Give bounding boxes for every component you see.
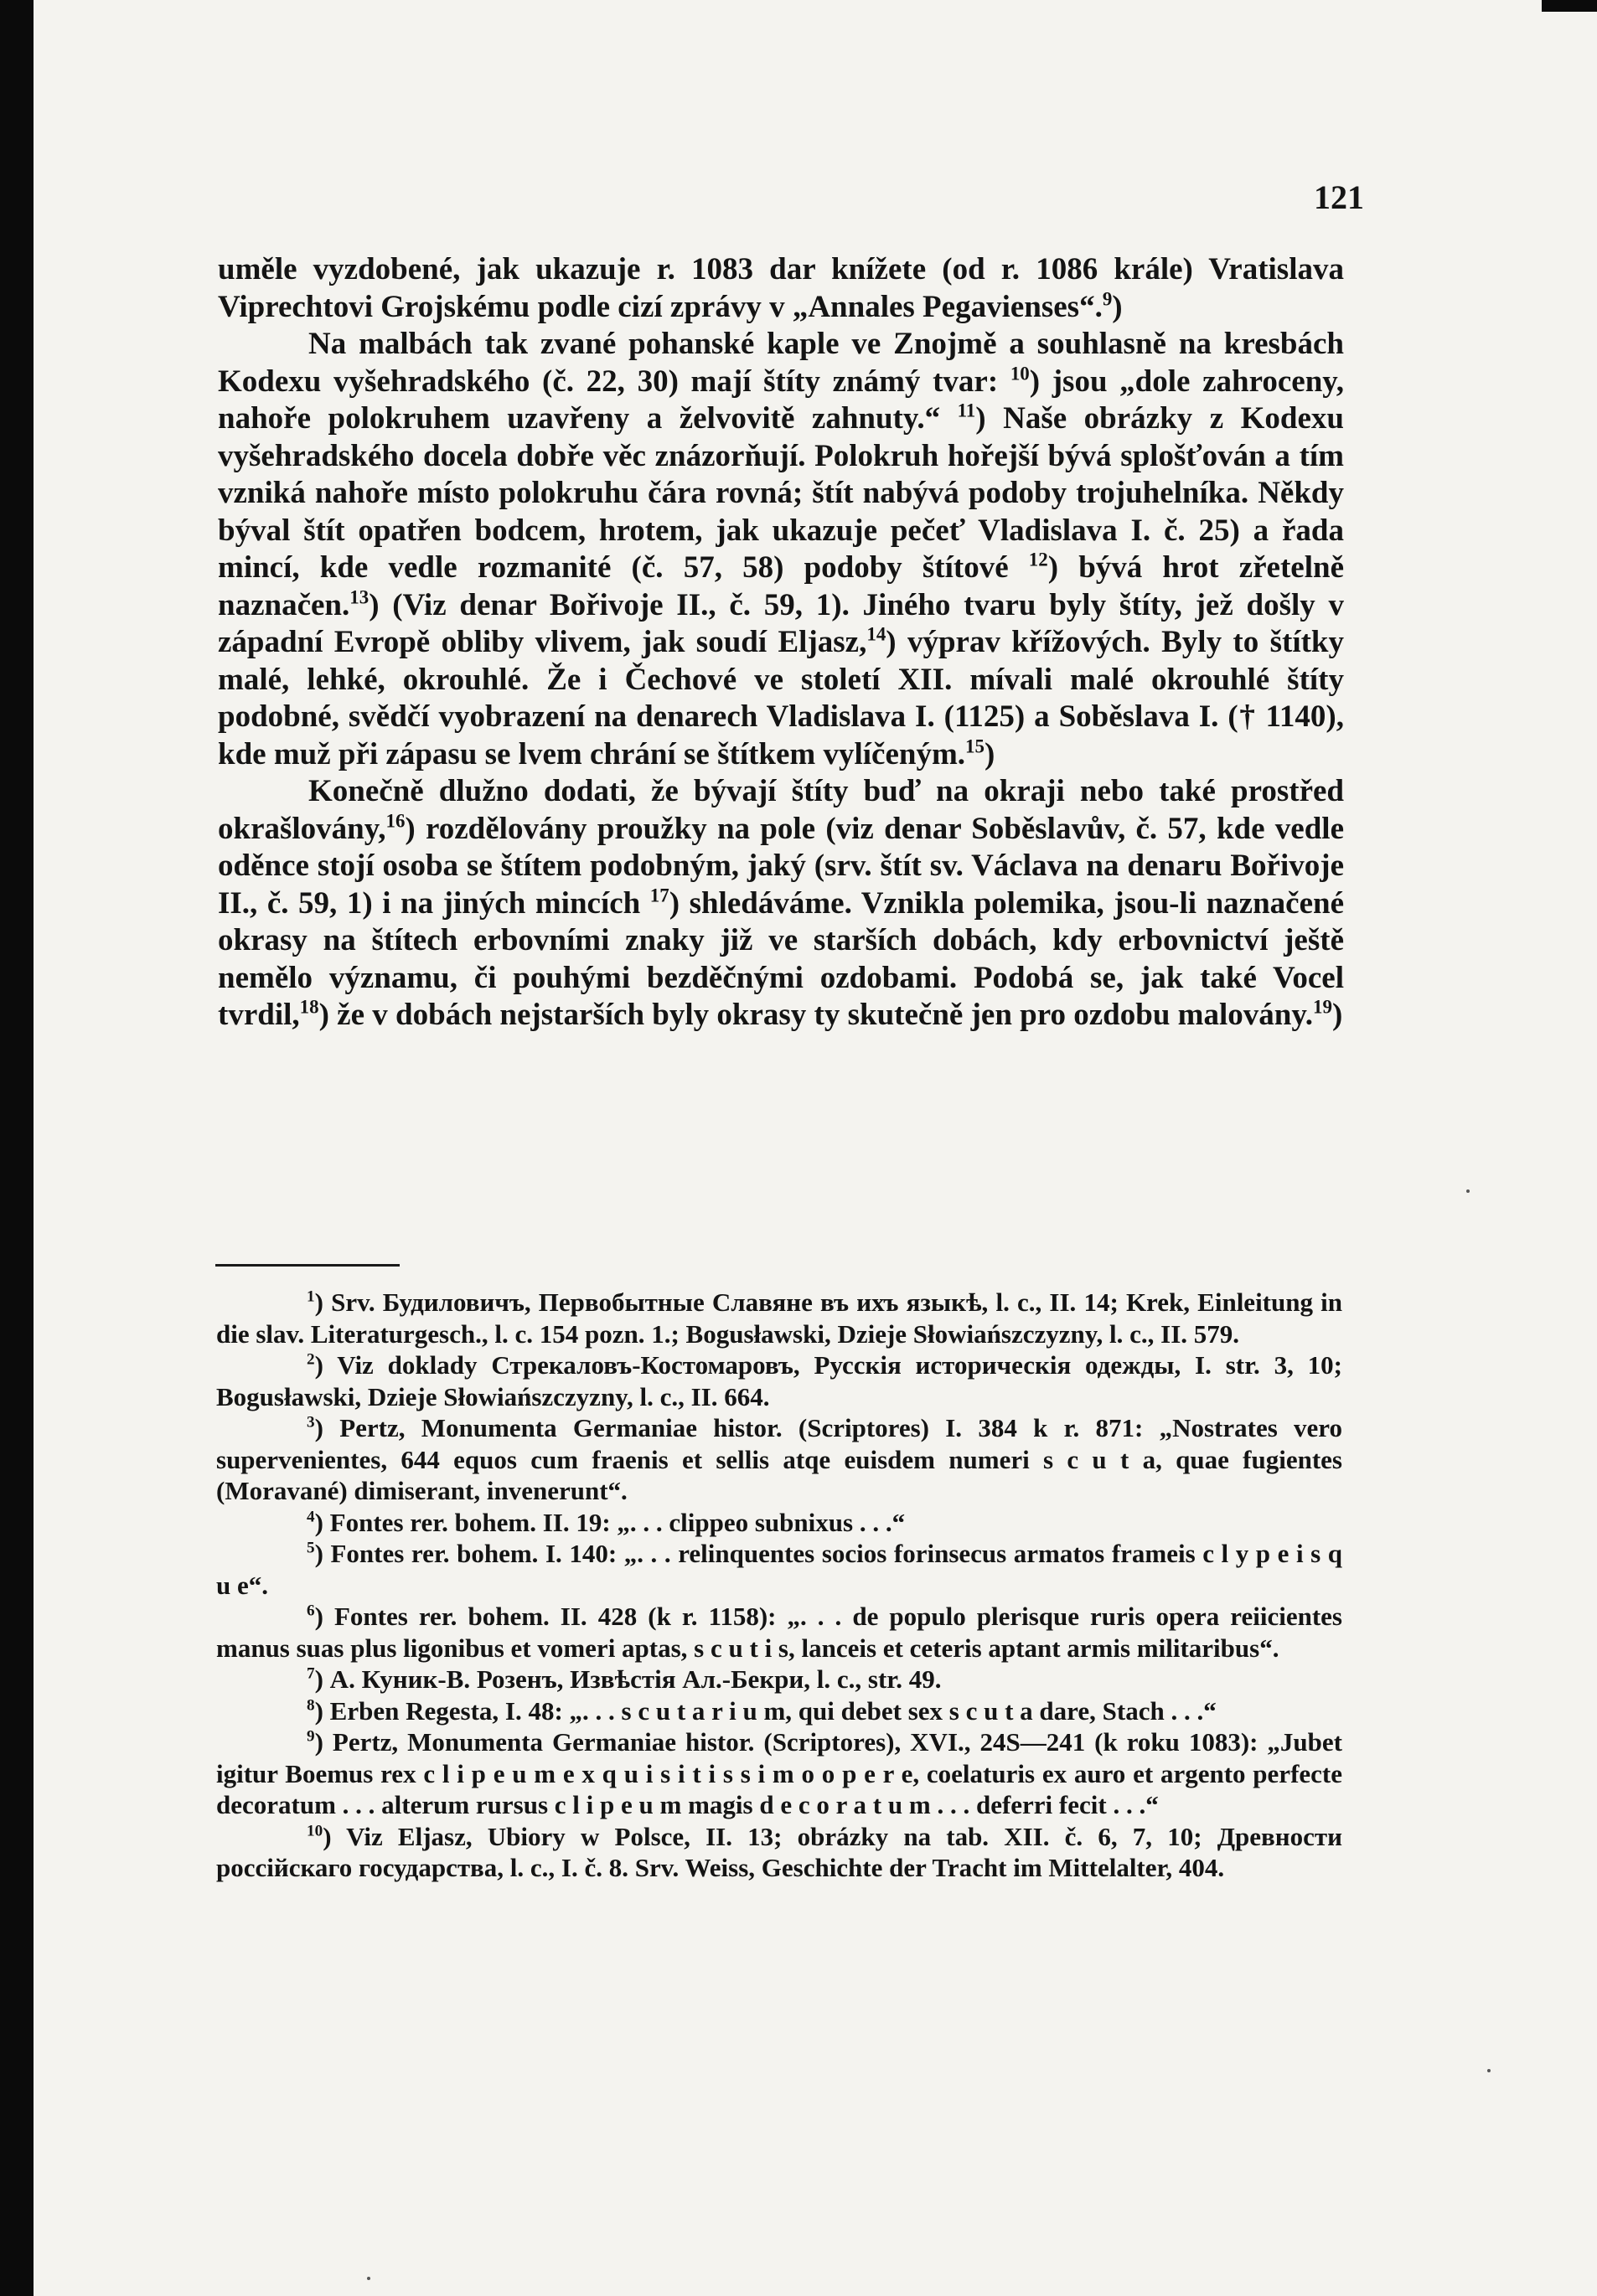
footnote-ref: 10 [1010, 363, 1030, 384]
text-run: ) Viz doklady Стрекаловъ-Костомаровъ, Русскія историческія одежды, I. str. 3, 10; Bogusławski, Dzieje Słowiańszczyzny, l. c., II. 664. [216, 1350, 1342, 1411]
text-run: Na malbách tak zvané pohanské kaple ve Znojmě a souhlasně na kresbách Kodexu vyšehradského (č. 22, 30) mají štíty známý tvar: [218, 327, 1344, 399]
footnote-ref: 1 [307, 1287, 315, 1306]
text-run: ) А. Куник-В. Розенъ, Извѣстія Ал.-Бекри, l. c., str. 49. [314, 1664, 942, 1694]
footnote-ref: 2 [307, 1350, 315, 1369]
paragraph [218, 773, 1344, 1034]
footnote-ref: 3 [307, 1413, 315, 1432]
text-run: ) Naše obrázky z Kodexu vyšehradského docela dobře věc znázorňují. Polokruh hořejší bývá splošťován a tím vzniká nahoře místo polokruhu čára rovná; štít nabývá podoby trojuhelníka. Někdy býval štít opatřen bodcem, hrotem, jak ukazuje pečeť Vladislava I. č. 25) a řada mincí, kde vedle rozmanité (č. 57, 58) podoby štítové [218, 401, 1344, 585]
footnote-ref: 19 [1313, 996, 1332, 1018]
paragraph [218, 326, 1344, 773]
footnote-ref: 16 [385, 810, 406, 832]
footnote-ref: 15 [965, 735, 985, 757]
text-run: ) Pertz, Monumenta Germaniae histor. (Scriptores) I. 384 k r. 871: „Nostrates vero supervenientes, 644 equos cum fraenis et sellis atqe euisdem numeri s c u t a, quae fugientes (Moravané) dimiserant, invenerunt“. [216, 1413, 1342, 1505]
footnote [216, 1821, 1342, 1884]
footnote [216, 1601, 1342, 1664]
text-run: ) Fontes rer. bohem. II. 19: „. . . clippeo subnixus . . .“ [314, 1507, 906, 1537]
text-run: ) Erben Regesta, I. 48: „. . . s c u t a r i u m, qui debet sex s c u t a dare, Stach . . .“ [314, 1695, 1217, 1726]
text-run: ) výprav křížových. Byly to štítky malé, lehké, okrouhlé. Že i Čechové ve století XII. mívali malé okrouhlé štíty podobné, svědčí vyobrazení na denarech Vladislava I. (1125) a Soběslava I. († 1140), kde muž při zápasu se lvem chrání se štítkem vylíčeným. [218, 625, 1344, 771]
text-run: ) Fontes rer. bohem. I. 140: „. . . relinquentes socios forinsecus armatos frameis c l y p e i s q u e“. [216, 1539, 1342, 1600]
page-number: 121 [1314, 178, 1364, 216]
text-run: ) rozdělovány proužky na pole (viz denar Soběslavův, č. 57, kde vedle oděnce stojí osoba se štítem podobným, jaký (srv. štít sv. Václava na denaru Bořivoje II., č. 59, 1) i na jiných mincích [218, 811, 1344, 921]
text-run: ) shledáváme. Vznikla polemika, jsou-li naznačené okrasy na štítech erbovními znaky již ve starších dobách, kdy erbovnictví ještě nemělo významu, či pouhými bezděčnými ozdobami. Podobá se, jak také Vocel tvrdil, [218, 885, 1344, 1032]
text-run: uměle vyzdobené, jak ukazuje r. 1083 dar knížete (od r. 1086 krále) Vratislava Viprechtovi Grojskému podle cizí zprávy v „Annales Pegavienses“. [218, 252, 1344, 324]
footnote [216, 1695, 1342, 1727]
footnote-ref: 18 [299, 996, 319, 1018]
footnote-ref: 6 [307, 1602, 315, 1620]
scan-edge [1542, 0, 1597, 12]
footnote-separator [215, 1264, 400, 1267]
text-run: Konečně dlužno dodati, že bývají štíty buď na okraji nebo také prostřed okrašlovány, [218, 774, 1344, 846]
footnote-ref: 4 [307, 1508, 315, 1526]
footnote [216, 1726, 1342, 1821]
text-run: ) bývá hrot zřetelně naznačen. [218, 550, 1344, 622]
speck-mark [1487, 2069, 1491, 2072]
footnote-ref: 5 [307, 1539, 315, 1557]
footnote-ref: 9 [307, 1727, 315, 1746]
text-run: ) [1331, 998, 1343, 1032]
footnote-ref: 12 [1028, 549, 1048, 570]
book-page [34, 0, 1597, 2296]
footnote-ref: 7 [307, 1664, 315, 1683]
text-run: ) (Viz denar Bořivoje II., č. 59, 1). Jiného tvaru byly štíty, jež došly v západní Evropě obliby vlivem, jak soudí Eljasz, [218, 587, 1344, 659]
text-run: ) Srv. Будиловичъ, Первобытные Славяне въ ихъ языкѣ, l. c., II. 14; Krek, Einleitung in die slav. Literaturgesch., l. c. 154 pozn. 1.; Bogusławski, Dzieje Słowiańszczyzny, l. c., II. 579. [216, 1287, 1342, 1349]
text-run: ) [1112, 289, 1123, 324]
text-run: ) jsou „dole zahroceny, nahoře polokruhem uzavřeny a želvovitě zahnuty.“ [218, 364, 1344, 436]
paragraph [218, 251, 1344, 326]
footnote [216, 1507, 1342, 1539]
footnote-ref: 10 [307, 1822, 323, 1840]
footnote-ref: 17 [649, 885, 669, 906]
text-run: ) [984, 736, 995, 771]
footnote-ref: 13 [349, 586, 370, 608]
main-text [218, 251, 1344, 1034]
text-run: ) Viz Eljasz, Ubiory w Polsce, II. 13; obrázky na tab. XII. č. 6, 7, 10; Древности россійскаго государства, l. c., I. č. 8. Srv. Weiss, Geschichte der Tracht im Mittelalter, 404. [216, 1821, 1342, 1882]
text-run: ) Fontes rer. bohem. II. 428 (k r. 1158): „. . . de populo plerisque ruris opera reiicientes manus suas plus ligonibus et vomeri aptas, s c u t i s, lanceis et ceteris aptant armis militaribus“. [216, 1602, 1342, 1663]
footnote-ref: 9 [1102, 288, 1113, 310]
speck-mark [367, 2277, 370, 2280]
footnote [216, 1349, 1342, 1412]
footnote [216, 1538, 1342, 1601]
footnote [216, 1287, 1342, 1349]
text-run: ) Pertz, Monumenta Germaniae histor. (Scriptores), XVI., 24S—241 (k roku 1083): „Jubet igitur Boemus rex c l i p e u m e x q u i s i t i s s i m o o p e r e, coelaturis ex auro et argento perfecte decoratum . . . alterum rursus c l i p e u m magis d e c o r a t u m . . . deferri fecit . . .“ [216, 1727, 1342, 1819]
footnotes [216, 1287, 1342, 1884]
footnote [216, 1664, 1342, 1695]
footnote-ref: 8 [307, 1696, 315, 1715]
text-run: ) že v dobách nejstarších byly okrasy ty skutečně jen pro ozdobu malovány. [318, 998, 1314, 1032]
footnote-ref: 11 [957, 400, 976, 421]
footnote [216, 1412, 1342, 1507]
speck-mark [1466, 1189, 1470, 1193]
footnote-ref: 14 [866, 623, 886, 645]
